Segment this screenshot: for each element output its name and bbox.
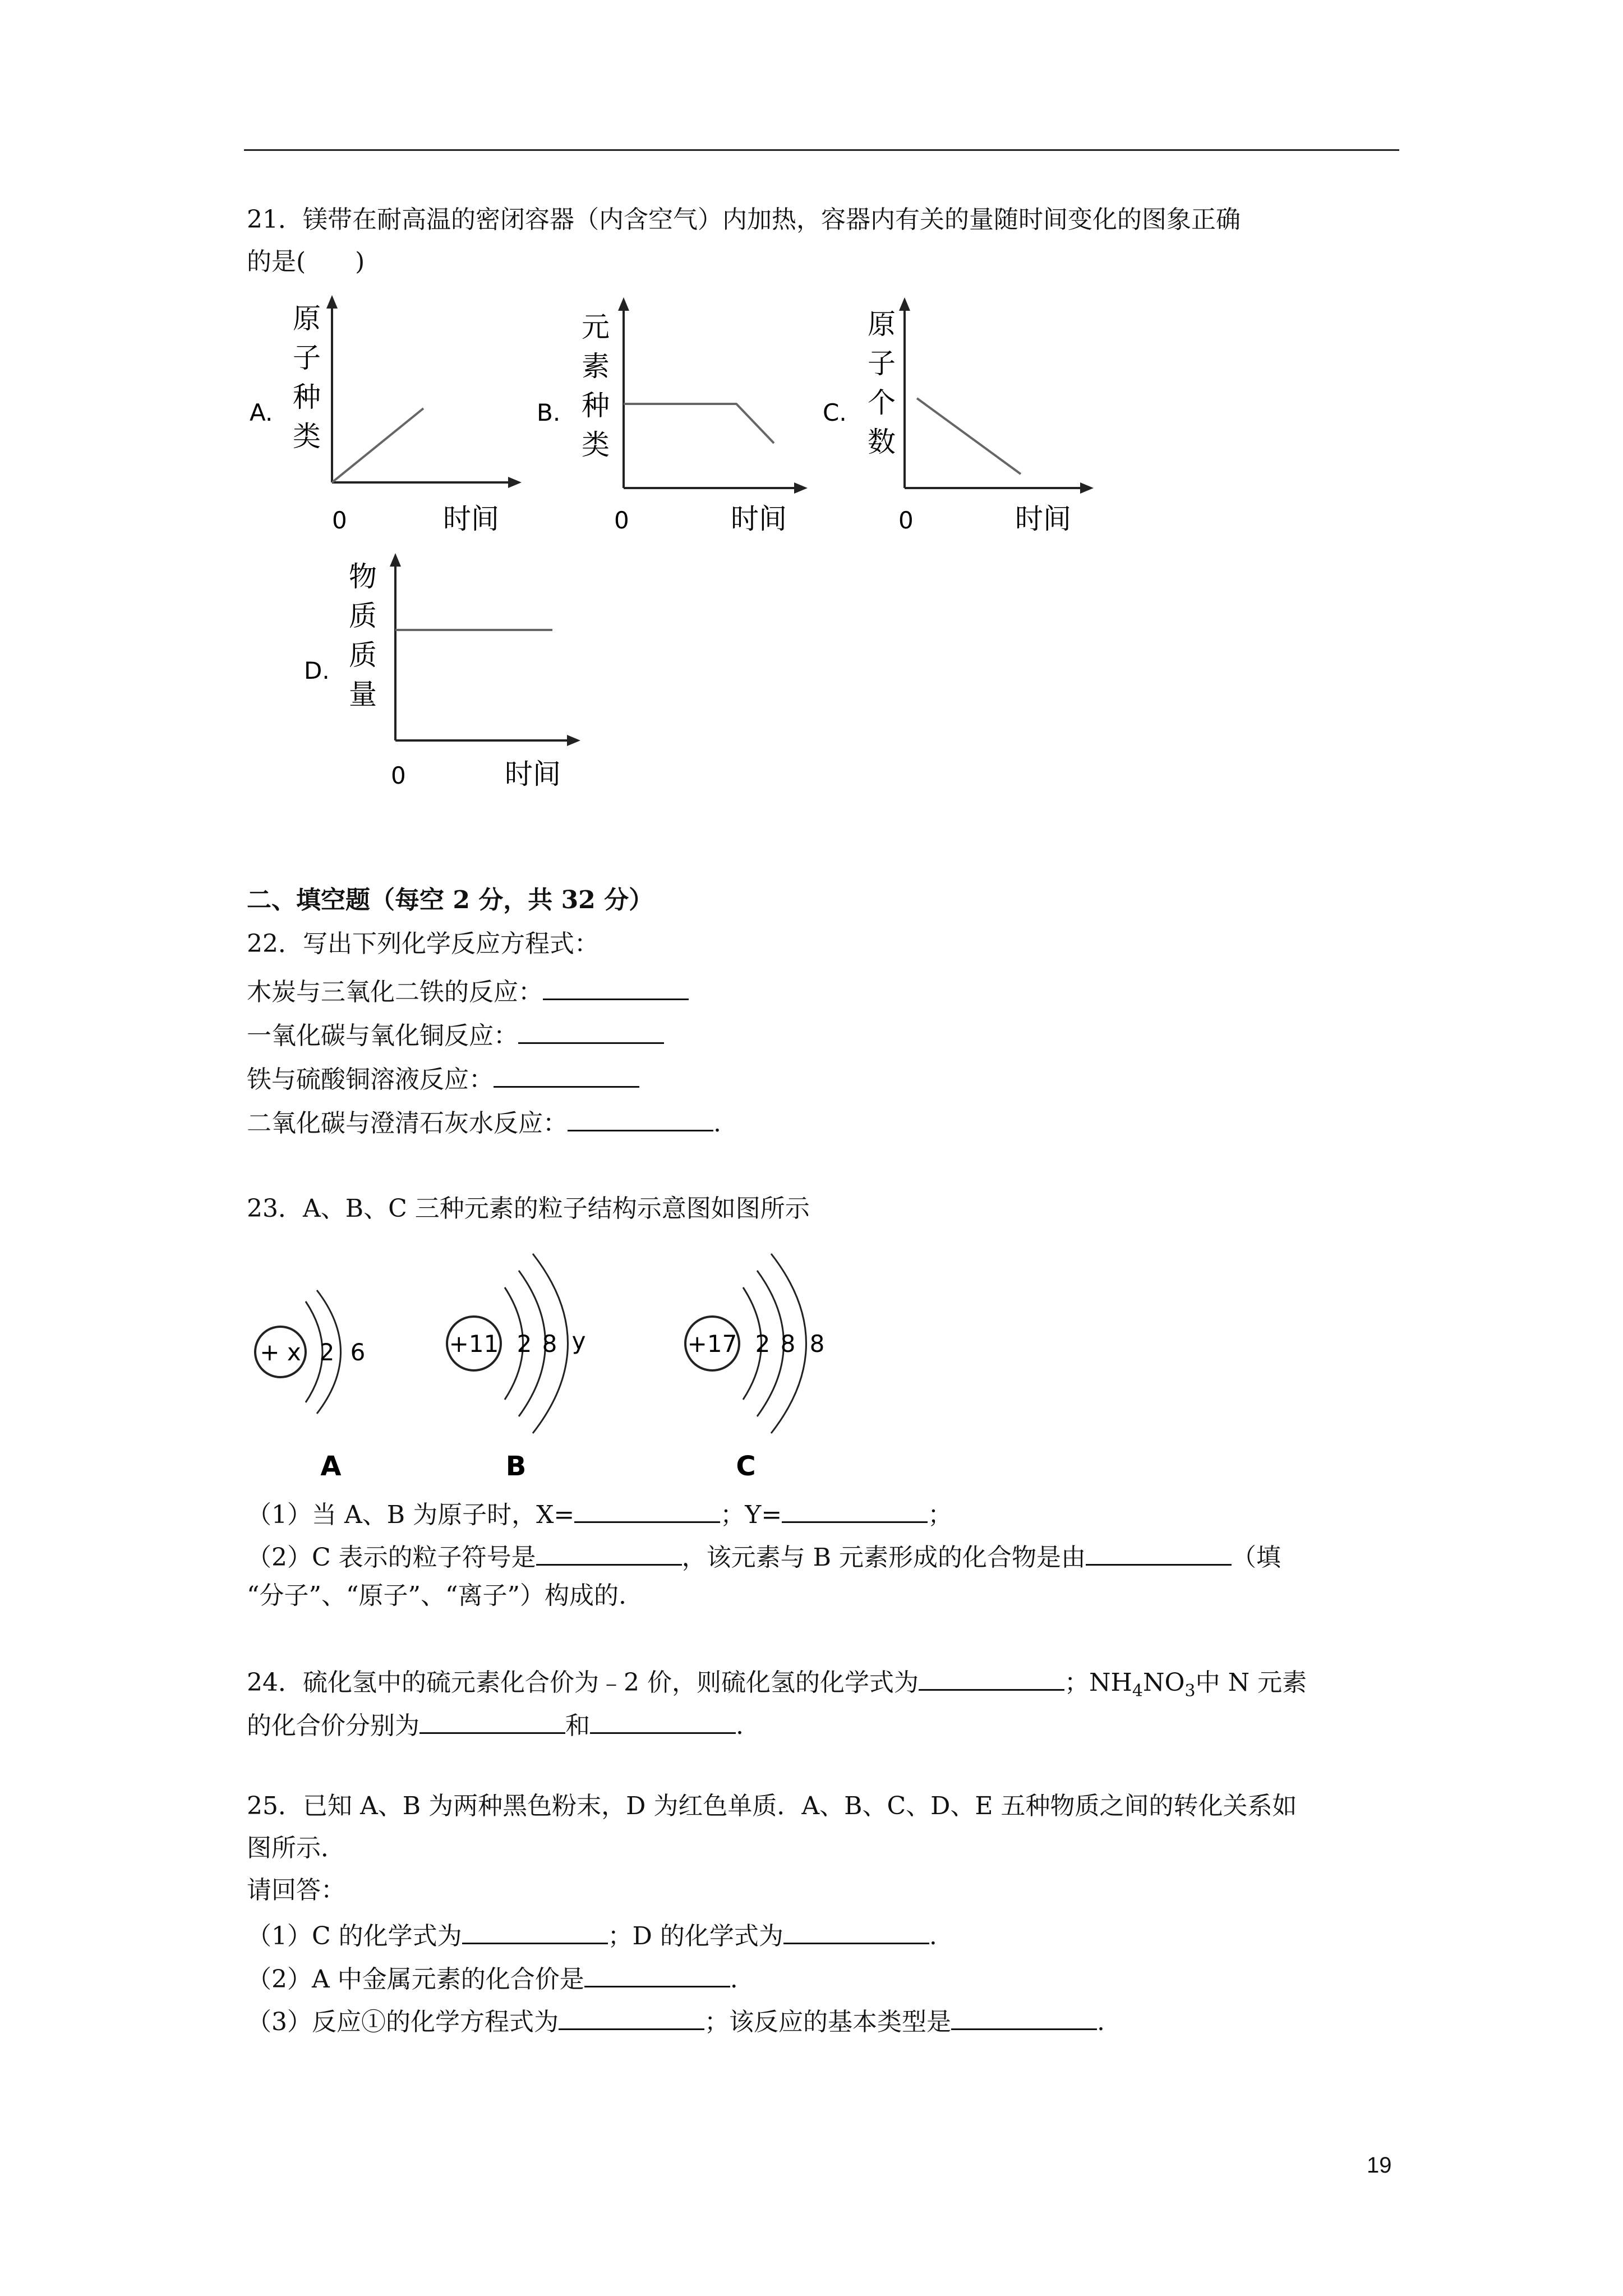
option-a-ylabel-4: 类 — [293, 420, 321, 453]
atom-c-shell-count-3: 8 — [809, 1330, 825, 1358]
graph-option-a — [241, 292, 533, 550]
option-c-curve — [917, 398, 1021, 474]
option-d-origin: 0 — [391, 762, 406, 789]
answer-blank[interactable] — [559, 2001, 704, 2030]
atom-a-shell-count-1: 2 — [319, 1338, 335, 1366]
atom-a-shell-count-2: 6 — [350, 1338, 366, 1366]
q21-line2: 的是( ) — [247, 247, 365, 276]
q25-line3: 请回答： — [247, 1876, 345, 1904]
option-b-ylabel-1: 元 — [582, 311, 610, 343]
answer-blank[interactable] — [1086, 1537, 1232, 1566]
option-b-ylabel-2: 素 — [582, 350, 610, 383]
atom-a-charge: + x — [260, 1338, 301, 1366]
option-c-label: C. — [823, 399, 847, 426]
option-c-ylabel-3: 个 — [868, 386, 896, 419]
option-b-origin: 0 — [614, 507, 629, 534]
graph-option-b — [530, 292, 822, 550]
option-c-ylabel-2: 子 — [868, 347, 896, 380]
q23-part2-line2: “分子”、“原子”、“离子”）构成的. — [247, 1581, 626, 1610]
atom-c-label: C — [736, 1451, 756, 1482]
option-a-label: A. — [250, 399, 273, 426]
option-a-ylabel-1: 原 — [293, 302, 321, 335]
answer-blank[interactable] — [782, 1494, 928, 1523]
graph-option-c — [816, 292, 1108, 550]
q24-line1: 24．硫化氢中的硫元素化合价为﹣2 价，则硫化氢的化学式为 ；$NH_4NO_3$中 N 元素 — [247, 1662, 1307, 1703]
option-a-origin: 0 — [332, 507, 347, 534]
option-b-xlabel: 时间 — [731, 503, 787, 535]
option-c-xlabel: 时间 — [1015, 503, 1071, 535]
option-c-origin: 0 — [898, 507, 914, 534]
answer-blank[interactable] — [783, 1916, 929, 1944]
option-d-ylabel-2: 质 — [349, 600, 377, 632]
graph-option-d — [297, 550, 611, 797]
atom-c-shell-count-1: 2 — [755, 1330, 771, 1358]
option-b-y-arrow — [618, 297, 629, 311]
answer-blank[interactable] — [419, 1705, 565, 1734]
option-d-ylabel-1: 物 — [349, 560, 377, 593]
option-d-ylabel-3: 质 — [349, 639, 377, 671]
q22-item-3: 铁与硫酸铜溶液反应： — [247, 1059, 639, 1097]
option-d-ylabel-4: 量 — [349, 678, 377, 711]
section-heading: 二、填空题（每空 2 分，共 32 分） — [247, 886, 654, 914]
q22-item-1: 木炭与三氧化二铁的反应： — [247, 972, 689, 1009]
answer-blank[interactable] — [568, 1103, 713, 1131]
answer-blank[interactable] — [543, 972, 689, 1000]
option-c-ylabel-4: 数 — [868, 426, 896, 458]
answer-blank[interactable] — [574, 1494, 720, 1523]
option-d-x-arrow — [567, 735, 580, 746]
option-a-ylabel-2: 子 — [293, 342, 321, 374]
option-c-y-arrow — [899, 297, 910, 311]
option-a-x-arrow — [508, 477, 522, 488]
q22-title: 22．写出下列化学反应方程式： — [247, 930, 599, 958]
option-b-label: B. — [537, 399, 561, 426]
q25-part1: （1）C 的化学式为 ；D 的化学式为 . — [247, 1916, 937, 1953]
answer-blank[interactable] — [494, 1059, 639, 1088]
q25-part3: （3）反应①的化学方程式为 ；该反应的基本类型是 . — [247, 2001, 1105, 2039]
option-d-y-arrow — [390, 553, 401, 567]
option-a-xlabel: 时间 — [443, 503, 499, 535]
atom-b-shell-count-1: 2 — [517, 1330, 532, 1358]
atom-b-charge: +11 — [449, 1330, 499, 1358]
answer-blank[interactable] — [584, 1959, 730, 1987]
option-c-ylabel-1: 原 — [868, 308, 896, 341]
q21-line1: 21．镁带在耐高温的密闭容器（内含空气）内加热，容器内有关的量随时间变化的图象正确 — [247, 205, 1241, 234]
answer-blank[interactable] — [518, 1015, 664, 1044]
atom-b-label: B — [505, 1451, 527, 1482]
option-a-ylabel-3: 种 — [293, 381, 321, 413]
atom-a-label: A — [320, 1451, 342, 1482]
answer-blank[interactable] — [462, 1916, 608, 1944]
q24-line2: 的化合价分别为 和 . — [247, 1705, 744, 1743]
q23-title: 23．A、B、C 三种元素的粒子结构示意图如图所示 — [247, 1194, 810, 1223]
atom-structure-diagrams — [236, 1234, 1357, 1492]
q22-item-2: 一氧化碳与氧化铜反应： — [247, 1015, 664, 1053]
atom-c-shell-count-2: 8 — [780, 1330, 796, 1358]
option-b-x-arrow — [794, 482, 808, 494]
q23-part1: （1）当 A、B 为原子时，X= ；Y= ； — [247, 1494, 952, 1532]
option-b-curve — [624, 404, 774, 443]
q23-part2: （2）C 表示的粒子符号是 ，该元素与 B 元素形成的化合物是由 （填 — [247, 1537, 1281, 1575]
q25-part2: （2）A 中金属元素的化合价是 . — [247, 1959, 738, 1996]
atom-b-shell-count-2: 8 — [542, 1330, 557, 1358]
option-d-label: D. — [304, 657, 330, 684]
option-c-x-arrow — [1080, 482, 1094, 494]
option-b-ylabel-4: 类 — [582, 429, 610, 461]
option-a-y-arrow — [326, 295, 338, 309]
answer-blank[interactable] — [951, 2001, 1097, 2030]
answer-blank[interactable] — [919, 1662, 1064, 1691]
answer-blank[interactable] — [536, 1537, 682, 1566]
atom-c-charge: +17 — [687, 1330, 737, 1358]
atom-b — [447, 1254, 585, 1482]
atom-c — [685, 1254, 824, 1482]
atom-b-shell-count-3: y — [571, 1327, 586, 1355]
option-b-ylabel-3: 种 — [582, 389, 610, 422]
q25-line2: 图所示． — [247, 1834, 345, 1862]
atom-a — [255, 1290, 365, 1482]
header-rule — [244, 149, 1399, 151]
option-d-xlabel: 时间 — [505, 758, 561, 790]
option-a-curve — [332, 408, 423, 482]
answer-blank[interactable] — [590, 1705, 736, 1734]
q25-line1: 25．已知 A、B 为两种黑色粉末，D 为红色单质．A、B、C、D、E 五种物质之间的转化关系如 — [247, 1792, 1297, 1820]
q22-item-4: 二氧化碳与澄清石灰水反应： . — [247, 1103, 721, 1140]
page-number: 19 — [1367, 2153, 1392, 2178]
